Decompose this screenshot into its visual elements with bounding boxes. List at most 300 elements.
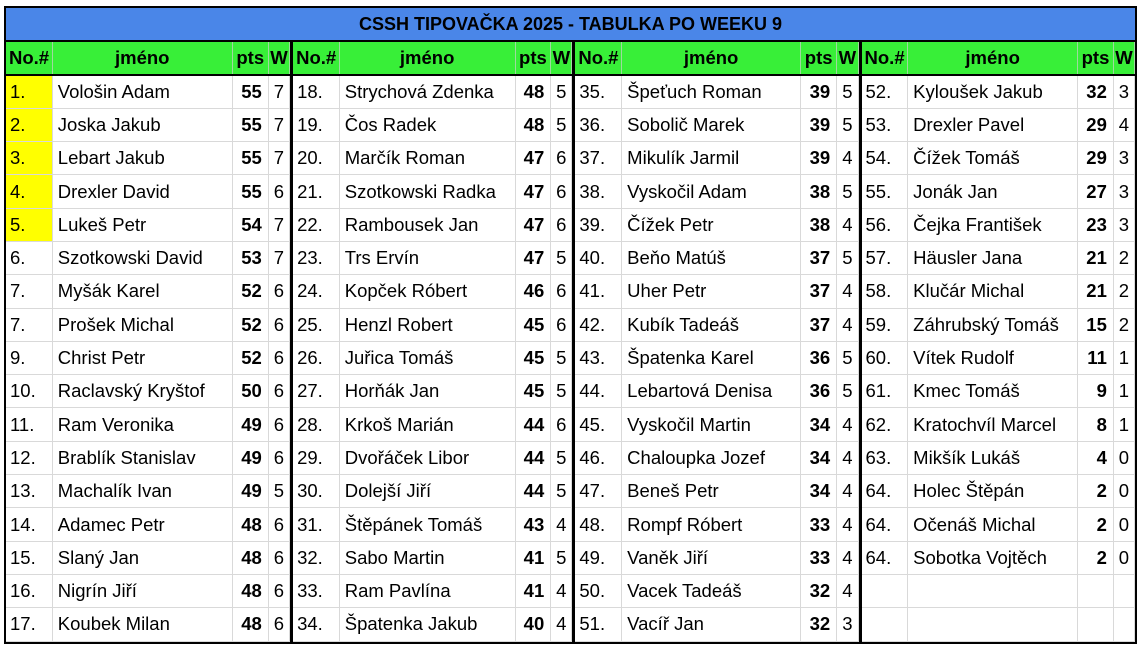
cell-name[interactable]: Dolejší Jiří bbox=[339, 475, 515, 508]
cell-no[interactable]: 7. bbox=[6, 275, 52, 308]
cell-no[interactable]: 40. bbox=[575, 241, 621, 274]
cell-no[interactable]: 63. bbox=[862, 441, 908, 474]
cell-no[interactable]: 43. bbox=[575, 341, 621, 374]
cell-w[interactable]: 6 bbox=[551, 175, 572, 208]
cell-pts[interactable]: 45 bbox=[515, 341, 551, 374]
cell-w[interactable]: 3 bbox=[1113, 208, 1134, 241]
cell-name[interactable]: Beňo Matúš bbox=[622, 241, 801, 274]
cell-pts[interactable]: 54 bbox=[232, 208, 268, 241]
cell-no[interactable]: 33. bbox=[293, 574, 339, 607]
cell-pts[interactable]: 27 bbox=[1078, 175, 1114, 208]
cell-no[interactable]: 54. bbox=[862, 142, 908, 175]
cell-name[interactable]: Dvořáček Libor bbox=[339, 441, 515, 474]
cell-no[interactable]: 7. bbox=[6, 308, 52, 341]
cell-w[interactable]: 0 bbox=[1113, 541, 1134, 574]
cell-w[interactable]: 6 bbox=[268, 608, 289, 641]
cell-pts[interactable]: 34 bbox=[801, 475, 837, 508]
cell-name[interactable]: Koubek Milan bbox=[52, 608, 232, 641]
cell-no[interactable]: 49. bbox=[575, 541, 621, 574]
cell-w[interactable]: 4 bbox=[837, 574, 858, 607]
cell-name[interactable]: Vítek Rudolf bbox=[908, 341, 1078, 374]
cell-name[interactable]: Vološin Adam bbox=[52, 75, 232, 108]
standings-table bbox=[6, 42, 290, 642]
cell-no[interactable]: 44. bbox=[575, 375, 621, 408]
cell-name[interactable]: Vacek Tadeáš bbox=[622, 574, 801, 607]
header-pts[interactable]: pts bbox=[1078, 42, 1114, 75]
cell-no[interactable]: 28. bbox=[293, 408, 339, 441]
cell-no[interactable]: 53. bbox=[862, 108, 908, 141]
cell-no[interactable]: 22. bbox=[293, 208, 339, 241]
cell-no[interactable]: 58. bbox=[862, 275, 908, 308]
cell-pts[interactable]: 55 bbox=[232, 175, 268, 208]
cell-w[interactable]: 5 bbox=[551, 541, 572, 574]
cell-pts[interactable]: 49 bbox=[232, 475, 268, 508]
table-row bbox=[6, 75, 290, 108]
cell-name[interactable]: Christ Petr bbox=[52, 341, 232, 374]
cell-w[interactable]: 5 bbox=[551, 475, 572, 508]
cell-name[interactable]: Špatenka Karel bbox=[622, 341, 801, 374]
cell-w[interactable]: 6 bbox=[268, 375, 289, 408]
cell-w[interactable]: 0 bbox=[1113, 508, 1134, 541]
header-no[interactable]: No.# bbox=[6, 42, 52, 75]
cell-w[interactable]: 4 bbox=[837, 508, 858, 541]
cell-w[interactable]: 5 bbox=[551, 75, 572, 108]
header-pts[interactable]: pts bbox=[232, 42, 268, 75]
cell-name[interactable]: Brablík Stanislav bbox=[52, 441, 232, 474]
cell-no[interactable]: 3. bbox=[6, 142, 52, 175]
cell-pts[interactable]: 33 bbox=[801, 508, 837, 541]
header-no[interactable]: No.# bbox=[862, 42, 908, 75]
cell-w[interactable]: 4 bbox=[837, 275, 858, 308]
cell-name[interactable]: Adamec Petr bbox=[52, 508, 232, 541]
cell-w[interactable]: 5 bbox=[837, 241, 858, 274]
header-pts[interactable]: pts bbox=[801, 42, 837, 75]
cell-w[interactable]: 4 bbox=[551, 574, 572, 607]
cell-w[interactable]: 6 bbox=[268, 175, 289, 208]
cell-name[interactable]: Juřica Tomáš bbox=[339, 341, 515, 374]
cell-pts[interactable]: 21 bbox=[1078, 275, 1114, 308]
cell-w[interactable]: 5 bbox=[837, 75, 858, 108]
cell-w[interactable]: 7 bbox=[268, 241, 289, 274]
cell-no[interactable]: 45. bbox=[575, 408, 621, 441]
table-row bbox=[575, 341, 858, 374]
cell-no[interactable]: 18. bbox=[293, 75, 339, 108]
cell-name[interactable]: Čížek Petr bbox=[622, 208, 801, 241]
cell-name[interactable]: Uher Petr bbox=[622, 275, 801, 308]
cell-pts[interactable]: 39 bbox=[801, 142, 837, 175]
cell-pts[interactable]: 29 bbox=[1078, 142, 1114, 175]
cell-no[interactable]: 34. bbox=[293, 608, 339, 641]
cell-no[interactable]: 5. bbox=[6, 208, 52, 241]
cell-name[interactable]: Raclavský Kryštof bbox=[52, 375, 232, 408]
cell-name[interactable]: Jonák Jan bbox=[908, 175, 1078, 208]
cell-pts[interactable]: 38 bbox=[801, 175, 837, 208]
cell-name[interactable]: Krkoš Marián bbox=[339, 408, 515, 441]
header-name[interactable]: jméno bbox=[339, 42, 515, 75]
cell-no[interactable]: 10. bbox=[6, 375, 52, 408]
cell-pts[interactable]: 34 bbox=[801, 408, 837, 441]
cell-pts[interactable]: 48 bbox=[232, 608, 268, 641]
cell-no[interactable]: 19. bbox=[293, 108, 339, 141]
cell-name[interactable]: Čejka František bbox=[908, 208, 1078, 241]
cell-pts[interactable]: 44 bbox=[515, 408, 551, 441]
cell-no[interactable]: 64. bbox=[862, 541, 908, 574]
cell-name[interactable]: Vyskočil Adam bbox=[622, 175, 801, 208]
header-w[interactable]: W bbox=[1113, 42, 1134, 75]
cell-name[interactable]: Špatenka Jakub bbox=[339, 608, 515, 641]
cell-no[interactable] bbox=[862, 574, 908, 607]
cell-name[interactable]: Lukeš Petr bbox=[52, 208, 232, 241]
table-row bbox=[293, 142, 572, 175]
cell-pts[interactable]: 44 bbox=[515, 475, 551, 508]
cell-no[interactable]: 62. bbox=[862, 408, 908, 441]
cell-pts[interactable]: 41 bbox=[515, 574, 551, 607]
cell-name[interactable]: Drexler Pavel bbox=[908, 108, 1078, 141]
cell-name[interactable]: Marčík Roman bbox=[339, 142, 515, 175]
cell-name[interactable]: Holec Štěpán bbox=[908, 475, 1078, 508]
cell-w[interactable]: 6 bbox=[551, 208, 572, 241]
cell-name[interactable]: Machalík Ivan bbox=[52, 475, 232, 508]
cell-w[interactable]: 5 bbox=[837, 375, 858, 408]
cell-no[interactable]: 29. bbox=[293, 441, 339, 474]
cell-name[interactable]: Čos Radek bbox=[339, 108, 515, 141]
cell-pts[interactable]: 55 bbox=[232, 108, 268, 141]
cell-w[interactable]: 6 bbox=[268, 441, 289, 474]
cell-pts[interactable]: 47 bbox=[515, 208, 551, 241]
cell-w[interactable] bbox=[1113, 574, 1134, 607]
cell-pts[interactable]: 48 bbox=[232, 541, 268, 574]
cell-name[interactable]: Štěpánek Tomáš bbox=[339, 508, 515, 541]
header-name[interactable]: jméno bbox=[908, 42, 1078, 75]
cell-no[interactable]: 24. bbox=[293, 275, 339, 308]
cell-name[interactable]: Kyloušek Jakub bbox=[908, 75, 1078, 108]
cell-no[interactable]: 64. bbox=[862, 508, 908, 541]
header-name[interactable]: jméno bbox=[622, 42, 801, 75]
cell-w[interactable]: 3 bbox=[837, 608, 858, 641]
cell-w[interactable]: 2 bbox=[1113, 275, 1134, 308]
table-row bbox=[293, 75, 572, 108]
cell-no[interactable]: 9. bbox=[6, 341, 52, 374]
cell-w[interactable]: 2 bbox=[1113, 241, 1134, 274]
cell-w[interactable]: 1 bbox=[1113, 341, 1134, 374]
table-row bbox=[293, 475, 572, 508]
cell-no[interactable]: 11. bbox=[6, 408, 52, 441]
cell-no[interactable]: 17. bbox=[6, 608, 52, 641]
cell-name[interactable]: Szotkowski Radka bbox=[339, 175, 515, 208]
cell-w[interactable]: 5 bbox=[551, 441, 572, 474]
cell-no[interactable]: 1. bbox=[6, 75, 52, 108]
cell-name[interactable]: Lebart Jakub bbox=[52, 142, 232, 175]
cell-no[interactable]: 13. bbox=[6, 475, 52, 508]
cell-no[interactable]: 27. bbox=[293, 375, 339, 408]
cell-no[interactable]: 15. bbox=[6, 541, 52, 574]
cell-name[interactable]: Kubík Tadeáš bbox=[622, 308, 801, 341]
cell-no[interactable]: 14. bbox=[6, 508, 52, 541]
cell-no[interactable]: 47. bbox=[575, 475, 621, 508]
cell-name[interactable]: Horňák Jan bbox=[339, 375, 515, 408]
cell-w[interactable]: 4 bbox=[837, 441, 858, 474]
cell-no[interactable]: 35. bbox=[575, 75, 621, 108]
cell-w[interactable]: 5 bbox=[551, 241, 572, 274]
cell-name[interactable]: Rompf Róbert bbox=[622, 508, 801, 541]
cell-name[interactable]: Sobotka Vojtěch bbox=[908, 541, 1078, 574]
cell-w[interactable] bbox=[1113, 608, 1134, 641]
cell-w[interactable]: 2 bbox=[1113, 308, 1134, 341]
cell-pts[interactable]: 34 bbox=[801, 441, 837, 474]
cell-w[interactable]: 5 bbox=[268, 475, 289, 508]
cell-name[interactable]: Sobolič Marek bbox=[622, 108, 801, 141]
cell-name[interactable]: Vacíř Jan bbox=[622, 608, 801, 641]
cell-name[interactable]: Klučár Michal bbox=[908, 275, 1078, 308]
cell-w[interactable]: 6 bbox=[551, 308, 572, 341]
cell-pts[interactable]: 36 bbox=[801, 341, 837, 374]
cell-pts[interactable]: 29 bbox=[1078, 108, 1114, 141]
cell-pts[interactable]: 48 bbox=[232, 508, 268, 541]
cell-pts[interactable]: 46 bbox=[515, 275, 551, 308]
cell-w[interactable]: 6 bbox=[551, 275, 572, 308]
cell-no[interactable]: 31. bbox=[293, 508, 339, 541]
cell-w[interactable]: 6 bbox=[268, 341, 289, 374]
cell-name[interactable] bbox=[908, 608, 1078, 641]
cell-pts[interactable]: 2 bbox=[1078, 475, 1114, 508]
header-w[interactable]: W bbox=[837, 42, 858, 75]
header-row bbox=[6, 42, 290, 75]
cell-no[interactable]: 56. bbox=[862, 208, 908, 241]
cell-w[interactable]: 4 bbox=[837, 142, 858, 175]
cell-pts[interactable]: 11 bbox=[1078, 341, 1114, 374]
cell-no[interactable]: 16. bbox=[6, 574, 52, 607]
cell-pts[interactable]: 39 bbox=[801, 75, 837, 108]
cell-pts[interactable]: 41 bbox=[515, 541, 551, 574]
cell-name[interactable]: Očenáš Michal bbox=[908, 508, 1078, 541]
cell-no[interactable]: 26. bbox=[293, 341, 339, 374]
cell-pts[interactable]: 49 bbox=[232, 441, 268, 474]
cell-name[interactable]: Strychová Zdenka bbox=[339, 75, 515, 108]
cell-name[interactable]: Čížek Tomáš bbox=[908, 142, 1078, 175]
cell-w[interactable]: 6 bbox=[268, 541, 289, 574]
cell-pts[interactable]: 15 bbox=[1078, 308, 1114, 341]
cell-name[interactable]: Záhrubský Tomáš bbox=[908, 308, 1078, 341]
cell-w[interactable]: 5 bbox=[551, 341, 572, 374]
cell-no[interactable]: 46. bbox=[575, 441, 621, 474]
cell-name[interactable]: Joska Jakub bbox=[52, 108, 232, 141]
header-name[interactable]: jméno bbox=[52, 42, 232, 75]
cell-w[interactable]: 7 bbox=[268, 108, 289, 141]
cell-no[interactable]: 2. bbox=[6, 108, 52, 141]
cell-no[interactable]: 55. bbox=[862, 175, 908, 208]
cell-name[interactable]: Rambousek Jan bbox=[339, 208, 515, 241]
cell-no[interactable]: 37. bbox=[575, 142, 621, 175]
cell-w[interactable]: 0 bbox=[1113, 441, 1134, 474]
table-row bbox=[575, 142, 858, 175]
cell-no[interactable]: 64. bbox=[862, 475, 908, 508]
table-row bbox=[862, 475, 1135, 508]
cell-pts[interactable]: 33 bbox=[801, 541, 837, 574]
cell-w[interactable]: 3 bbox=[1113, 75, 1134, 108]
cell-name[interactable]: Szotkowski David bbox=[52, 241, 232, 274]
cell-name[interactable]: Slaný Jan bbox=[52, 541, 232, 574]
cell-pts[interactable]: 48 bbox=[232, 574, 268, 607]
cell-name[interactable]: Chaloupka Jozef bbox=[622, 441, 801, 474]
cell-name[interactable]: Sabo Martin bbox=[339, 541, 515, 574]
cell-no[interactable]: 50. bbox=[575, 574, 621, 607]
cell-no[interactable]: 30. bbox=[293, 475, 339, 508]
cell-w[interactable]: 5 bbox=[837, 108, 858, 141]
cell-w[interactable]: 6 bbox=[268, 408, 289, 441]
cell-w[interactable]: 5 bbox=[837, 175, 858, 208]
cell-no[interactable]: 41. bbox=[575, 275, 621, 308]
cell-no[interactable]: 25. bbox=[293, 308, 339, 341]
cell-name[interactable]: Kmec Tomáš bbox=[908, 375, 1078, 408]
cell-pts[interactable]: 38 bbox=[801, 208, 837, 241]
cell-pts[interactable]: 9 bbox=[1078, 375, 1114, 408]
cell-w[interactable]: 4 bbox=[551, 508, 572, 541]
cell-no[interactable] bbox=[862, 608, 908, 641]
cell-no[interactable]: 61. bbox=[862, 375, 908, 408]
cell-no[interactable]: 60. bbox=[862, 341, 908, 374]
cell-name[interactable]: Häusler Jana bbox=[908, 241, 1078, 274]
cell-name[interactable]: Kopček Róbert bbox=[339, 275, 515, 308]
cell-pts[interactable]: 43 bbox=[515, 508, 551, 541]
cell-name[interactable]: Lebartová Denisa bbox=[622, 375, 801, 408]
cell-name[interactable]: Ram Pavlína bbox=[339, 574, 515, 607]
cell-pts[interactable]: 50 bbox=[232, 375, 268, 408]
cell-w[interactable]: 3 bbox=[1113, 142, 1134, 175]
header-w[interactable]: W bbox=[268, 42, 289, 75]
cell-pts[interactable]: 39 bbox=[801, 108, 837, 141]
cell-name[interactable]: Myšák Karel bbox=[52, 275, 232, 308]
cell-no[interactable]: 51. bbox=[575, 608, 621, 641]
cell-no[interactable]: 36. bbox=[575, 108, 621, 141]
cell-no[interactable]: 12. bbox=[6, 441, 52, 474]
cell-pts[interactable]: 2 bbox=[1078, 541, 1114, 574]
cell-pts[interactable]: 36 bbox=[801, 375, 837, 408]
cell-pts[interactable]: 53 bbox=[232, 241, 268, 274]
cell-pts[interactable]: 45 bbox=[515, 375, 551, 408]
cell-pts[interactable]: 55 bbox=[232, 142, 268, 175]
cell-pts[interactable]: 37 bbox=[801, 308, 837, 341]
cell-w[interactable]: 7 bbox=[268, 208, 289, 241]
table-row bbox=[293, 308, 572, 341]
cell-pts[interactable]: 37 bbox=[801, 275, 837, 308]
cell-name[interactable]: Mikulík Jarmil bbox=[622, 142, 801, 175]
cell-pts[interactable]: 52 bbox=[232, 341, 268, 374]
cell-w[interactable]: 6 bbox=[268, 508, 289, 541]
cell-w[interactable]: 4 bbox=[551, 608, 572, 641]
cell-name[interactable]: Henzl Robert bbox=[339, 308, 515, 341]
cell-pts[interactable]: 44 bbox=[515, 441, 551, 474]
cell-w[interactable]: 3 bbox=[1113, 175, 1134, 208]
cell-w[interactable]: 4 bbox=[837, 408, 858, 441]
cell-pts[interactable]: 47 bbox=[515, 241, 551, 274]
cell-pts[interactable]: 4 bbox=[1078, 441, 1114, 474]
cell-pts[interactable] bbox=[1078, 574, 1114, 607]
cell-w[interactable]: 5 bbox=[551, 108, 572, 141]
cell-no[interactable]: 23. bbox=[293, 241, 339, 274]
table-row bbox=[862, 375, 1135, 408]
cell-no[interactable]: 48. bbox=[575, 508, 621, 541]
cell-w[interactable]: 6 bbox=[268, 308, 289, 341]
cell-no[interactable]: 57. bbox=[862, 241, 908, 274]
cell-no[interactable]: 20. bbox=[293, 142, 339, 175]
cell-name[interactable] bbox=[908, 574, 1078, 607]
cell-w[interactable]: 7 bbox=[268, 142, 289, 175]
header-w[interactable]: W bbox=[551, 42, 572, 75]
cell-pts[interactable]: 21 bbox=[1078, 241, 1114, 274]
cell-name[interactable]: Mikšík Lukáš bbox=[908, 441, 1078, 474]
cell-pts[interactable]: 49 bbox=[232, 408, 268, 441]
cell-no[interactable]: 39. bbox=[575, 208, 621, 241]
cell-w[interactable]: 4 bbox=[837, 541, 858, 574]
cell-pts[interactable]: 23 bbox=[1078, 208, 1114, 241]
cell-pts[interactable]: 32 bbox=[1078, 75, 1114, 108]
cell-no[interactable]: 21. bbox=[293, 175, 339, 208]
cell-no[interactable]: 6. bbox=[6, 241, 52, 274]
cell-w[interactable]: 4 bbox=[837, 475, 858, 508]
cell-name[interactable]: Vaněk Jiří bbox=[622, 541, 801, 574]
header-no[interactable]: No.# bbox=[575, 42, 621, 75]
cell-pts[interactable]: 8 bbox=[1078, 408, 1114, 441]
cell-pts[interactable]: 45 bbox=[515, 308, 551, 341]
cell-w[interactable]: 7 bbox=[268, 75, 289, 108]
cell-no[interactable]: 4. bbox=[6, 175, 52, 208]
cell-pts[interactable]: 47 bbox=[515, 175, 551, 208]
cell-name[interactable]: Nigrín Jiří bbox=[52, 574, 232, 607]
cell-pts[interactable]: 40 bbox=[515, 608, 551, 641]
cell-name[interactable]: Prošek Michal bbox=[52, 308, 232, 341]
cell-name[interactable]: Špeťuch Roman bbox=[622, 75, 801, 108]
cell-w[interactable]: 6 bbox=[551, 142, 572, 175]
cell-name[interactable]: Vyskočil Martin bbox=[622, 408, 801, 441]
cell-w[interactable]: 5 bbox=[551, 375, 572, 408]
cell-w[interactable]: 4 bbox=[837, 308, 858, 341]
cell-w[interactable]: 4 bbox=[837, 208, 858, 241]
cell-pts[interactable]: 55 bbox=[232, 75, 268, 108]
cell-no[interactable]: 52. bbox=[862, 75, 908, 108]
cell-pts[interactable]: 32 bbox=[801, 608, 837, 641]
cell-pts[interactable]: 48 bbox=[515, 108, 551, 141]
header-pts[interactable]: pts bbox=[515, 42, 551, 75]
cell-w[interactable]: 5 bbox=[837, 341, 858, 374]
cell-name[interactable]: Kratochvíl Marcel bbox=[908, 408, 1078, 441]
cell-pts[interactable]: 52 bbox=[232, 275, 268, 308]
cell-name[interactable]: Ram Veronika bbox=[52, 408, 232, 441]
cell-w[interactable]: 6 bbox=[268, 275, 289, 308]
cell-pts[interactable]: 2 bbox=[1078, 508, 1114, 541]
header-no[interactable]: No.# bbox=[293, 42, 339, 75]
cell-w[interactable]: 6 bbox=[268, 574, 289, 607]
cell-name[interactable]: Trs Ervín bbox=[339, 241, 515, 274]
cell-pts[interactable] bbox=[1078, 608, 1114, 641]
cell-pts[interactable]: 37 bbox=[801, 241, 837, 274]
cell-name[interactable]: Drexler David bbox=[52, 175, 232, 208]
cell-pts[interactable]: 48 bbox=[515, 75, 551, 108]
cell-w[interactable]: 1 bbox=[1113, 375, 1134, 408]
cell-pts[interactable]: 52 bbox=[232, 308, 268, 341]
cell-name[interactable]: Beneš Petr bbox=[622, 475, 801, 508]
table-row bbox=[575, 75, 858, 108]
cell-no[interactable]: 59. bbox=[862, 308, 908, 341]
cell-no[interactable]: 32. bbox=[293, 541, 339, 574]
cell-no[interactable]: 38. bbox=[575, 175, 621, 208]
cell-w[interactable]: 0 bbox=[1113, 475, 1134, 508]
cell-no[interactable]: 42. bbox=[575, 308, 621, 341]
cell-w[interactable]: 1 bbox=[1113, 408, 1134, 441]
cell-w[interactable]: 6 bbox=[551, 408, 572, 441]
cell-pts[interactable]: 47 bbox=[515, 142, 551, 175]
cell-pts[interactable]: 32 bbox=[801, 574, 837, 607]
cell-w[interactable]: 4 bbox=[1113, 108, 1134, 141]
